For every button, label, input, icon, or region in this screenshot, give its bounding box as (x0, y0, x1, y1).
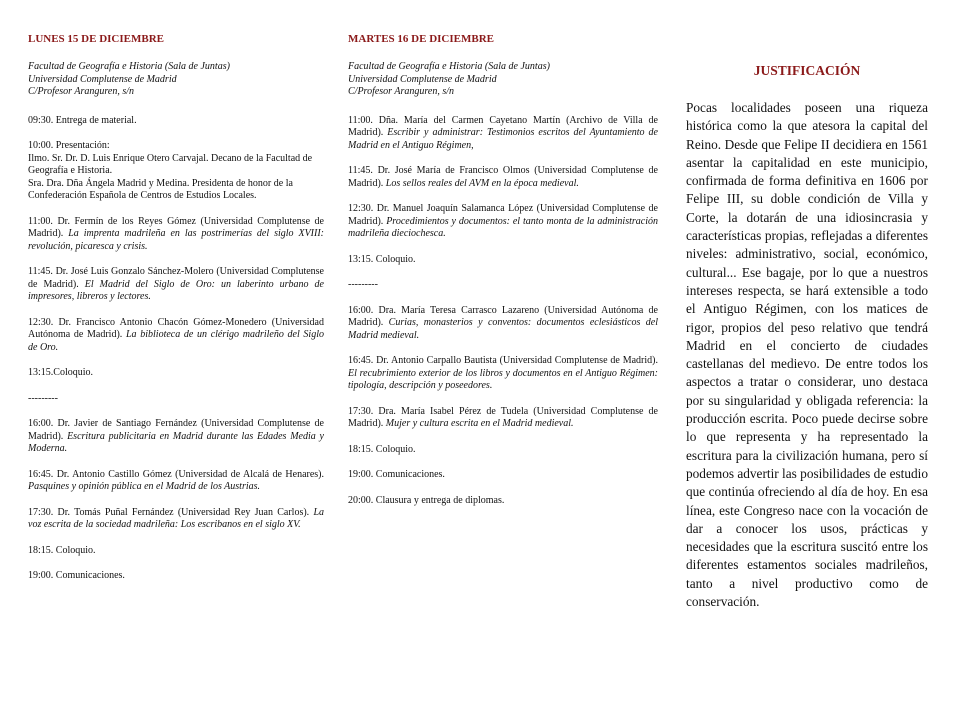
schedule-entry (348, 469, 658, 482)
venue-line: Facultad de Geografía e Historia (Sala de Juntas) (348, 61, 550, 72)
venue-line: C/Profesor Aranguren, s/n (348, 86, 455, 97)
schedule-entry (348, 355, 658, 393)
entry-speaker: 11:00. Dña. María del Carmen Cayetano Martín (Archivo de Villa de Madrid). (348, 114, 658, 138)
schedule-entry (348, 165, 658, 190)
entry-talk-title: La biblioteca de un clérigo madrileño del Siglo de Oro. (28, 329, 324, 353)
schedule-entry (28, 367, 324, 380)
entry-talk-title: Mujer y cultura escrita en el Madrid medieval. (385, 418, 574, 429)
schedule-entry (348, 115, 658, 153)
day1-venue (28, 61, 324, 99)
schedule-entry (28, 216, 324, 254)
venue-line: C/Profesor Aranguren, s/n (28, 86, 135, 97)
day2-schedule (348, 115, 658, 508)
day1-column (28, 33, 324, 596)
entry-talk-title: Escribir y administrar: Testimonios escritos del Ayuntamiento de Madrid en el Antiguo Régimen, (348, 127, 658, 151)
entry-talk-title: Escritura publicitaria en Madrid durante las Edades Media y Moderna. (28, 430, 324, 454)
entry-speaker: 13:15.Coloquio. (28, 367, 94, 378)
entry-speaker: 12:30. Dr. Francisco Antonio Chacón Gómez-Monedero (Universidad Autónoma de Madrid). (28, 316, 324, 340)
venue-line: Universidad Complutense de Madrid (28, 73, 177, 85)
entry-speaker: 18:15. Coloquio. (28, 544, 96, 556)
schedule-entry (28, 570, 324, 583)
venue-line: Universidad Complutense de Madrid (348, 73, 497, 85)
entry-speaker: 12:30. Dr. Manuel Joaquín Salamanca López (Universidad Complutense de Madrid). (348, 203, 658, 227)
entry-speaker: 17:30. Dra. María Isabel Pérez de Tudela (Universidad Complutense de Madrid). (348, 405, 658, 429)
justification-column (686, 33, 928, 611)
schedule-entry (348, 203, 658, 241)
venue-line: Facultad de Geografía e Historia (Sala de Juntas) (28, 61, 230, 72)
schedule-entry (348, 305, 658, 343)
schedule-entry (28, 317, 324, 355)
day2-venue (348, 61, 658, 99)
schedule-entry (348, 444, 658, 457)
day1-schedule (28, 115, 324, 583)
schedule-entry (28, 545, 324, 558)
entry-speaker: 16:45. Dr. Antonio Carpallo Bautista (Universidad Complutense de Madrid). (348, 355, 658, 366)
entry-talk-title: El Madrid del Siglo de Oro: un laberinto urbano de impresores, libreros y lectores. (28, 278, 324, 302)
schedule-entry (28, 507, 324, 532)
entry-speaker: 19:00. Comunicaciones. (28, 570, 125, 581)
schedule-entry (28, 418, 324, 456)
day2-column (348, 33, 658, 520)
schedule-entry (28, 469, 324, 494)
justification-title: JUSTIFICACIÓN (753, 63, 861, 78)
schedule-entry (28, 266, 324, 304)
entry-talk-title: El recubrimiento exterior de los libros y documentos en el Antiguo Régimen: tipología, descripción y poseedores. (348, 367, 658, 391)
entry-talk-title: La voz escrita de la sociedad madrileña: Los escribanos en el siglo XV. (28, 506, 324, 530)
section-separator: --------- (348, 279, 378, 290)
day2-header: MARTES 16 DE DICIEMBRE (348, 33, 494, 45)
entry-speaker: 11:00. Dr. Fermín de los Reyes Gómez (Universidad Complutense de Madrid). (28, 215, 324, 239)
schedule-entry (348, 406, 658, 431)
entry-speaker: 18:15. Coloquio. (348, 443, 416, 455)
entry-speaker: 16:00. Dra. María Teresa Carrasco Lazareno (Universidad Autónoma de Madrid). (348, 304, 658, 328)
day1-header: LUNES 15 DE DICIEMBRE (28, 33, 164, 45)
schedule-entry (28, 140, 324, 203)
entry-speaker: 13:15. Coloquio. (348, 253, 416, 265)
section-separator: --------- (28, 392, 58, 404)
entry-speaker: 19:00. Comunicaciones. (348, 469, 445, 480)
entry-speaker: 16:45. Dr. Antonio Castillo Gómez (Universidad de Alcalá de Henares). (28, 468, 324, 480)
schedule-entry (28, 115, 324, 128)
schedule-entry (348, 495, 658, 508)
entry-talk-title: Pasquines y opinión pública en el Madrid de los Austrias. (28, 481, 261, 492)
entry-speaker: 11:45. Dr. José Luis Gonzalo Sánchez-Molero (Universidad Complutense de Madrid). (28, 266, 324, 290)
entry-talk-title: Los sellos reales del AVM en la época medieval. (385, 177, 579, 189)
entry-speaker: 20:00. Clausura y entrega de diplomas. (348, 494, 505, 506)
entry-line: 10:00. Presentación: (28, 140, 110, 151)
entry-talk-title: Curias, monasterios y conventos: documentos eclesiásticos del Madrid medieval. (348, 317, 658, 341)
entry-speaker: 17:30. Dr. Tomás Puñal Fernández (Universidad Rey Juan Carlos). (28, 506, 314, 518)
entry-talk-title: La imprenta madrileña en las postrimerías del siglo XVIII: revolución, picaresca y crisis. (28, 228, 324, 252)
entry-speaker: 16:00. Dr. Javier de Santiago Fernández (Universidad Complutense de Madrid). (28, 418, 324, 442)
entry-line: Ilmo. Sr. Dr. D. Luis Enrique Otero Carvajal. Decano de la Facultad de Geografía e Historia. (28, 152, 313, 176)
entry-speaker: 11:45. Dr. José María de Francisco Olmos (Universidad Complutense de Madrid). (348, 165, 658, 189)
entry-speaker: 09:30. Entrega de material. (28, 114, 137, 126)
entry-line: Sra. Dra. Dña Ángela Madrid y Medina. Presidenta de honor de la Confederación Española de Centros de Estudios Locales. (28, 177, 293, 201)
justification-text: Pocas localidades poseen una riqueza histórica como la que atesora la capital del Reino. Desde que Felipe II decidiera en 1561 asentar la capitalidad en este municipio, confirmada de forma definitiva en 1606 por Felipe III, su doble condición de Villa y Corte, la dotarán de una idiosincrasia y características propias, reflejadas a diferentes niveles: administrativo, social, económico, cultural... Ese bagaje, por lo que a nuestros intereses respecta, se hará extensible a todo el Antiguo Régimen, con los matices de rigor, propios del peso relativo que tendrá Madrid en el concierto de ciudades castellanas del medievo. De entre todos los aspectos a tratar o considerar, uno destaca por su singularidad y obligada referencia: la producción escrita. Poco puede decirse sobre lo que representa y ha representado la escritura para la civilización humana, pero sí podemos advertir las posibilidades de estudio que continúa ofreciendo al día de hoy. En esa línea, este Congreso nace con la vocación de dar a conocer los usos, prácticas y necesidades que la escritura suscitó entre los diferentes estamentos sociales madrileños, tanto a nivel productivo como de conservación. (686, 100, 928, 610)
entry-talk-title: Procedimientos y documentos: el tanto monta de la administración madrileña dieciochesca. (348, 215, 658, 239)
schedule-entry (348, 254, 658, 267)
